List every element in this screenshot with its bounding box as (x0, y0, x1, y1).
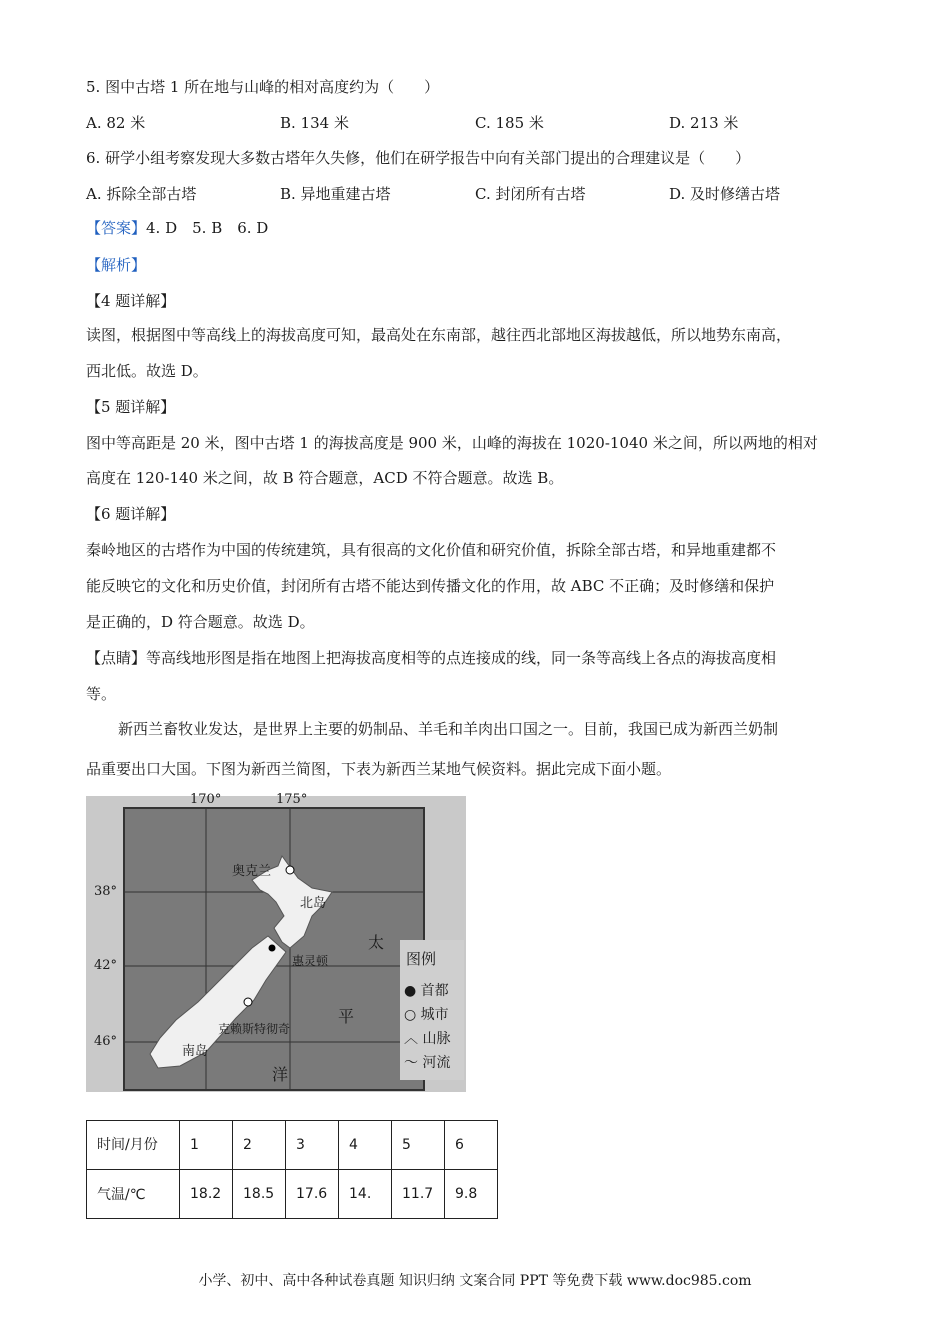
detail-5-line: 图中等高距是 20 米，图中古塔 1 的海拔高度是 900 米，山峰的海拔在 1020-1040 米之间，所以两地的相对 (86, 434, 818, 452)
q5-option-a: A. 82 米 (86, 114, 146, 132)
detail-6-line: 能反映它的文化和历史价值，封闭所有古塔不能达到传播文化的作用，故 ABC 不正确；及时修缮和保护 (86, 577, 775, 595)
table-cell: 4 (339, 1121, 392, 1170)
answer-text: 4. D 5. B 6. D (146, 219, 269, 237)
dianjing-line: 等。 (86, 685, 117, 703)
q5-option-d: D. 213 米 (669, 114, 739, 132)
q6-option-a: A. 拆除全部古塔 (86, 185, 197, 203)
table-cell: 1 (180, 1121, 233, 1170)
river-icon: 〜 (404, 1055, 423, 1071)
table-cell: 11.7 (392, 1170, 445, 1219)
place-label: 惠灵顿 (292, 954, 329, 968)
page-footer: 小学、初中、高中各种试卷真题 知识归纳 文案合同 PPT 等免费下载 www.doc985.com (198, 1273, 752, 1289)
table-cell: 时间/月份 (87, 1121, 180, 1170)
lat-label: 38° (94, 884, 118, 899)
climate-table (86, 1120, 498, 1219)
ocean-label: 太 (368, 933, 385, 952)
ocean-label: 平 (338, 1007, 355, 1026)
table-cell: 5 (392, 1121, 445, 1170)
table-row (87, 1170, 498, 1219)
detail-4-line: 读图，根据图中等高线上的海拔高度可知，最高处在东南部，越往西北部地区海拔越低，所以地势东南高， (86, 326, 792, 344)
detail-4-title: 【4 题详解】 (86, 292, 176, 310)
detail-5-line: 高度在 120-140 米之间，故 B 符合题意，ACD 不符合题意。故选 B。 (86, 469, 564, 487)
table-cell: 18.5 (233, 1170, 286, 1219)
ocean-label: 洋 (272, 1065, 289, 1084)
q5-option-c: C. 185 米 (475, 114, 544, 132)
table-cell: 14. (339, 1170, 392, 1219)
detail-4-line: 西北低。故选 D。 (86, 362, 208, 380)
intro-line: 品重要出口大国。下图为新西兰简图，下表为新西兰某地气候资料。据此完成下面小题。 (86, 760, 672, 778)
table-cell: 17.6 (286, 1170, 339, 1219)
legend-title: 图例 (406, 950, 437, 968)
table-cell: 18.2 (180, 1170, 233, 1219)
capital-icon: ● (404, 983, 421, 999)
lon-label: 175° (276, 792, 308, 807)
table-cell: 3 (286, 1121, 339, 1170)
table-row (87, 1121, 498, 1170)
q6-stem: 6. 研学小组考察发现大多数古塔年久失修，他们在研学报告中向有关部门提出的合理建议是（ ） (86, 149, 751, 167)
new-zealand-map (86, 792, 466, 1092)
intro-line: 新西兰畜牧业发达，是世界上主要的奶制品、羊毛和羊肉出口国之一。目前，我国已成为新西兰奶制 (118, 720, 779, 738)
legend-item: 〜 河流 (404, 1055, 451, 1071)
detail-6-line: 是正确的，D 符合题意。故选 D。 (86, 613, 315, 631)
legend-item: ○ 城市 (404, 1007, 449, 1023)
legend-item: ● 首都 (404, 983, 449, 999)
dianjing-line: 【点睛】等高线地形图是指在地图上把海拔高度相等的点连接成的线，同一条等高线上各点的海拔高度相 (86, 649, 777, 667)
place-label: 克赖斯特彻奇 (218, 1022, 291, 1036)
city-icon: ○ (404, 1007, 421, 1023)
q5-stem: 5. 图中古塔 1 所在地与山峰的相对高度约为（ ） (86, 78, 440, 96)
detail-5-title: 【5 题详解】 (86, 398, 176, 416)
q6-option-c: C. 封闭所有古塔 (475, 185, 586, 203)
q6-option-b: B. 异地重建古塔 (280, 185, 391, 203)
answer-line (86, 217, 268, 238)
table-cell: 气温/℃ (87, 1170, 180, 1219)
answer-tag: 【答案】 (86, 219, 147, 237)
detail-6-title: 【6 题详解】 (86, 505, 176, 523)
detail-6-line: 秦岭地区的古塔作为中国的传统建筑，具有很高的文化价值和研究价值，拆除全部古塔，和异地重建都不 (86, 541, 777, 559)
lat-label: 42° (94, 958, 118, 973)
table-cell: 9.8 (445, 1170, 498, 1219)
lon-label: 170° (190, 792, 222, 807)
place-label: 北岛 (300, 896, 327, 911)
place-label: 奥克兰 (232, 864, 272, 879)
table-cell: 6 (445, 1121, 498, 1170)
table-cell: 2 (233, 1121, 286, 1170)
place-label: 南岛 (182, 1044, 209, 1059)
q6-option-d: D. 及时修缮古塔 (669, 185, 781, 203)
lat-label: 46° (94, 1034, 118, 1049)
q5-option-b: B. 134 米 (280, 114, 349, 132)
mountain-icon: ︿ (404, 1031, 423, 1047)
legend-item: ︿ 山脉 (404, 1031, 451, 1047)
analysis-tag: 【解析】 (86, 256, 147, 274)
